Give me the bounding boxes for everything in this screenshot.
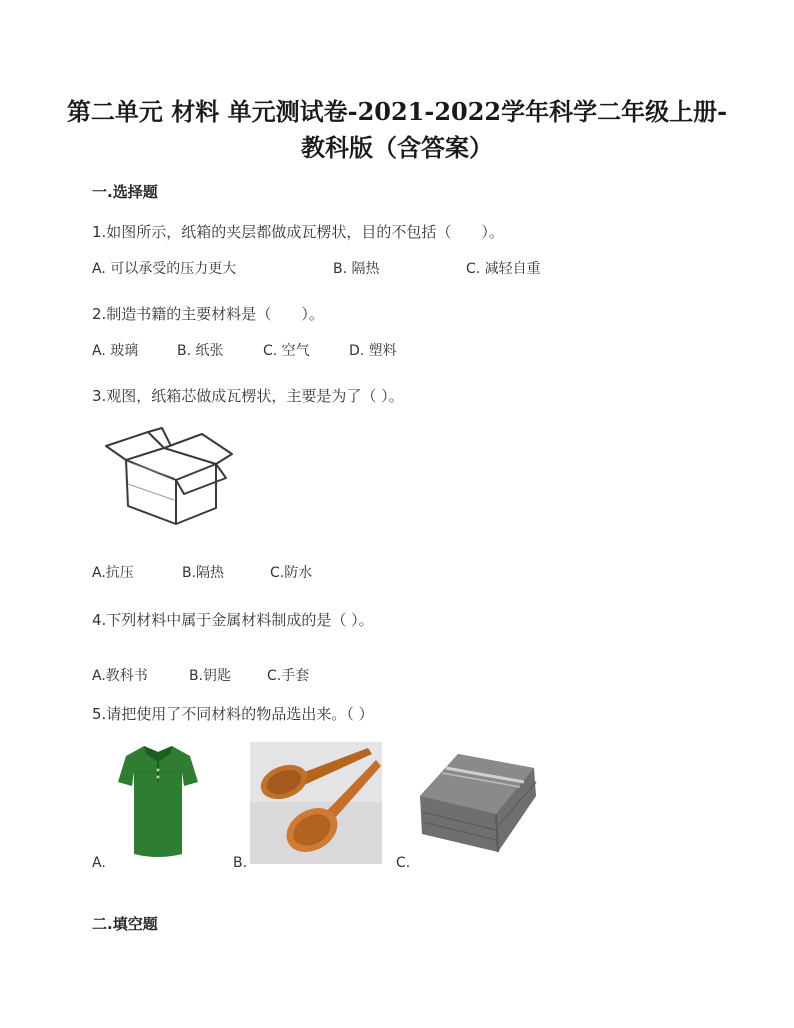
question-2-option-a: A. 玻璃 (92, 343, 139, 359)
section-heading-choice: 一.选择题 (92, 183, 158, 201)
question-3-option-b: B.隔热 (182, 565, 225, 581)
question-5-option-b: B. (233, 855, 248, 871)
grey-towel-image (416, 752, 540, 858)
question-3-option-a: A.抗压 (92, 565, 134, 581)
question-5-option-a: A. (92, 855, 106, 871)
question-2-text: 2.制造书籍的主要材料是（ ）。 (92, 305, 324, 323)
question-2-option-b: B. 纸张 (177, 343, 224, 359)
question-2-option-d: D. 塑料 (349, 343, 397, 359)
wooden-spoons-image (250, 742, 382, 864)
section-heading-fill: 二.填空题 (92, 915, 158, 933)
question-5-text: 5.请把使用了不同材料的物品选出来。（ ） (92, 705, 374, 723)
cardboard-box-image (104, 424, 234, 532)
question-1-option-a: A. 可以承受的压力更大 (92, 261, 237, 277)
question-2-option-c: C. 空气 (263, 343, 310, 359)
question-5-option-c: C. (396, 855, 411, 871)
question-4-option-c: C.手套 (267, 668, 310, 684)
question-4-text: 4.下列材料中属于金属材料制成的是（ ）。 (92, 611, 374, 629)
question-1-option-c: C. 减轻自重 (466, 261, 541, 277)
question-3-option-c: C.防水 (270, 565, 313, 581)
question-3-text: 3.观图，纸箱芯做成瓦楞状，主要是为了（ ）。 (92, 387, 404, 405)
question-4-option-a: A.教科书 (92, 668, 148, 684)
document-title-line-1: 第二单元 材料 单元测试卷-2021-2022学年科学二年级上册- (66, 97, 728, 126)
document-title-line-2: 教科版（含答案） (301, 133, 493, 162)
green-polo-shirt-image (116, 742, 200, 860)
question-4-option-b: B.钥匙 (189, 668, 232, 684)
question-1-option-b: B. 隔热 (333, 261, 380, 277)
question-1-text: 1.如图所示，纸箱的夹层都做成瓦楞状，目的不包括（ ）。 (92, 223, 504, 241)
